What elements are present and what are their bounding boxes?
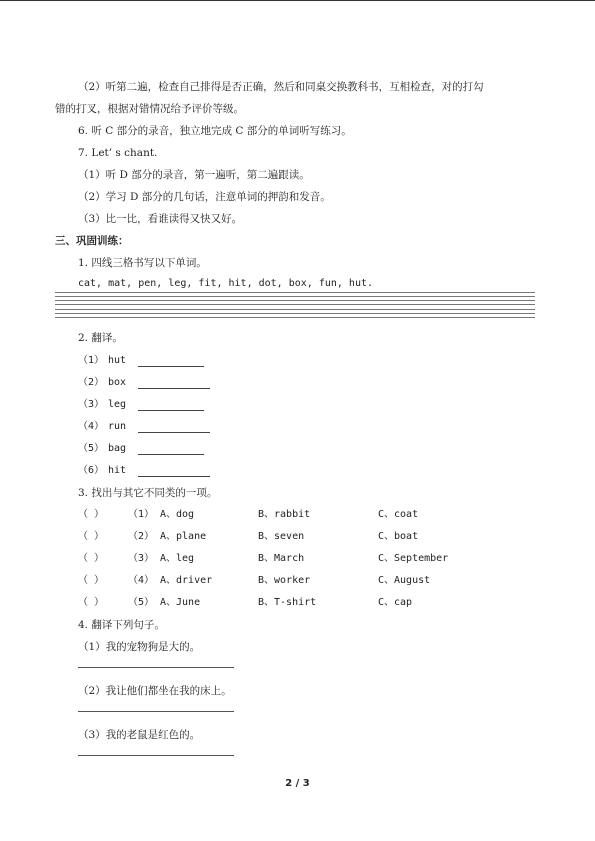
q2-item-num: （2） <box>78 377 105 388</box>
option-b: B、rabbit <box>258 509 311 520</box>
q4-sentence: （2）我让他们都坐在我的床上。 <box>78 685 232 697</box>
q2-item-num: （4） <box>78 421 105 432</box>
answer-paren[interactable]: （ ） <box>78 531 105 542</box>
q3-row-num: （5） <box>128 597 155 608</box>
q1-prompt: 1. 四线三格书写以下单词。 <box>78 257 207 269</box>
paragraph-line: （2）听第二遍，检查自己排得是否正确，然后和同桌交换教科书，互相检查，对的打勾 <box>78 81 484 93</box>
q2-prompt: 2. 翻译。 <box>78 332 123 344</box>
q3-row-num: （3） <box>128 553 155 564</box>
answer-line[interactable] <box>78 755 234 756</box>
answer-paren[interactable]: （ ） <box>78 597 105 608</box>
option-a: A、dog <box>160 509 195 520</box>
answer-paren[interactable]: （ ） <box>78 553 105 564</box>
section-heading: 三、巩固训练： <box>55 235 129 247</box>
option-b: B、March <box>258 553 305 564</box>
q3-prompt: 3. 找出与其它不同类的一项。 <box>78 487 218 499</box>
page-number: 2 / 3 <box>285 778 310 789</box>
option-b: B、seven <box>258 531 305 542</box>
answer-blank[interactable] <box>138 432 210 433</box>
answer-paren[interactable]: （ ） <box>78 575 105 586</box>
option-b: B、T-shirt <box>258 597 317 608</box>
answer-blank[interactable] <box>138 366 204 367</box>
step-7-3: （3）比一比，看谁读得又快又好。 <box>78 213 243 225</box>
answer-line[interactable] <box>78 711 234 712</box>
q2-item-word: hut <box>108 355 127 366</box>
q3-row-num: （4） <box>128 575 155 586</box>
option-c: C、coat <box>378 509 419 520</box>
option-a: A、June <box>160 597 201 608</box>
q2-item-num: （6） <box>78 465 105 476</box>
answer-blank[interactable] <box>138 454 204 455</box>
option-c: C、cap <box>378 597 413 608</box>
q2-item-word: box <box>108 377 127 388</box>
step-6: 6. 听 C 部分的录音，独立地完成 C 部分的单词听写练习。 <box>78 125 352 137</box>
answer-paren[interactable]: （ ） <box>78 509 105 520</box>
top-border <box>0 0 595 1</box>
q2-item-word: leg <box>108 399 127 410</box>
q2-item-num: （1） <box>78 355 105 366</box>
option-c: C、September <box>378 553 449 564</box>
option-a: A、leg <box>160 553 195 564</box>
q2-item-word: hit <box>108 465 127 476</box>
paragraph-line: 错的打叉，根据对错情况给予评价等级。 <box>55 103 244 115</box>
option-c: C、August <box>378 575 431 586</box>
q2-item-num: （5） <box>78 443 105 454</box>
q4-sentence: （3）我的老鼠是红色的。 <box>78 729 201 741</box>
answer-blank[interactable] <box>138 410 204 411</box>
step-7-2: （2）学习 D 部分的几句话，注意单词的押韵和发音。 <box>78 191 331 203</box>
q1-words: cat, mat, pen, leg, fit, hit, dot, box, fun, hut. <box>78 278 374 289</box>
q2-item-num: （3） <box>78 399 105 410</box>
option-c: C、boat <box>378 531 419 542</box>
answer-line[interactable] <box>78 667 234 668</box>
answer-blank[interactable] <box>138 476 210 477</box>
q2-item-word: run <box>108 421 127 432</box>
q4-sentence: （1）我的宠物狗是大的。 <box>78 641 201 653</box>
q4-prompt: 4. 翻译下列句子。 <box>78 619 165 631</box>
option-b: B、worker <box>258 575 311 586</box>
option-a: A、driver <box>160 575 213 586</box>
step-7-1: （1）听 D 部分的录音，第一遍听，第二遍跟读。 <box>78 169 310 181</box>
q3-row-num: （1） <box>128 509 155 520</box>
step-7: 7. Let’ s chant. <box>78 147 158 159</box>
q3-row-num: （2） <box>128 531 155 542</box>
q2-item-word: bag <box>108 443 127 454</box>
answer-blank[interactable] <box>138 388 210 389</box>
option-a: A、plane <box>160 531 207 542</box>
